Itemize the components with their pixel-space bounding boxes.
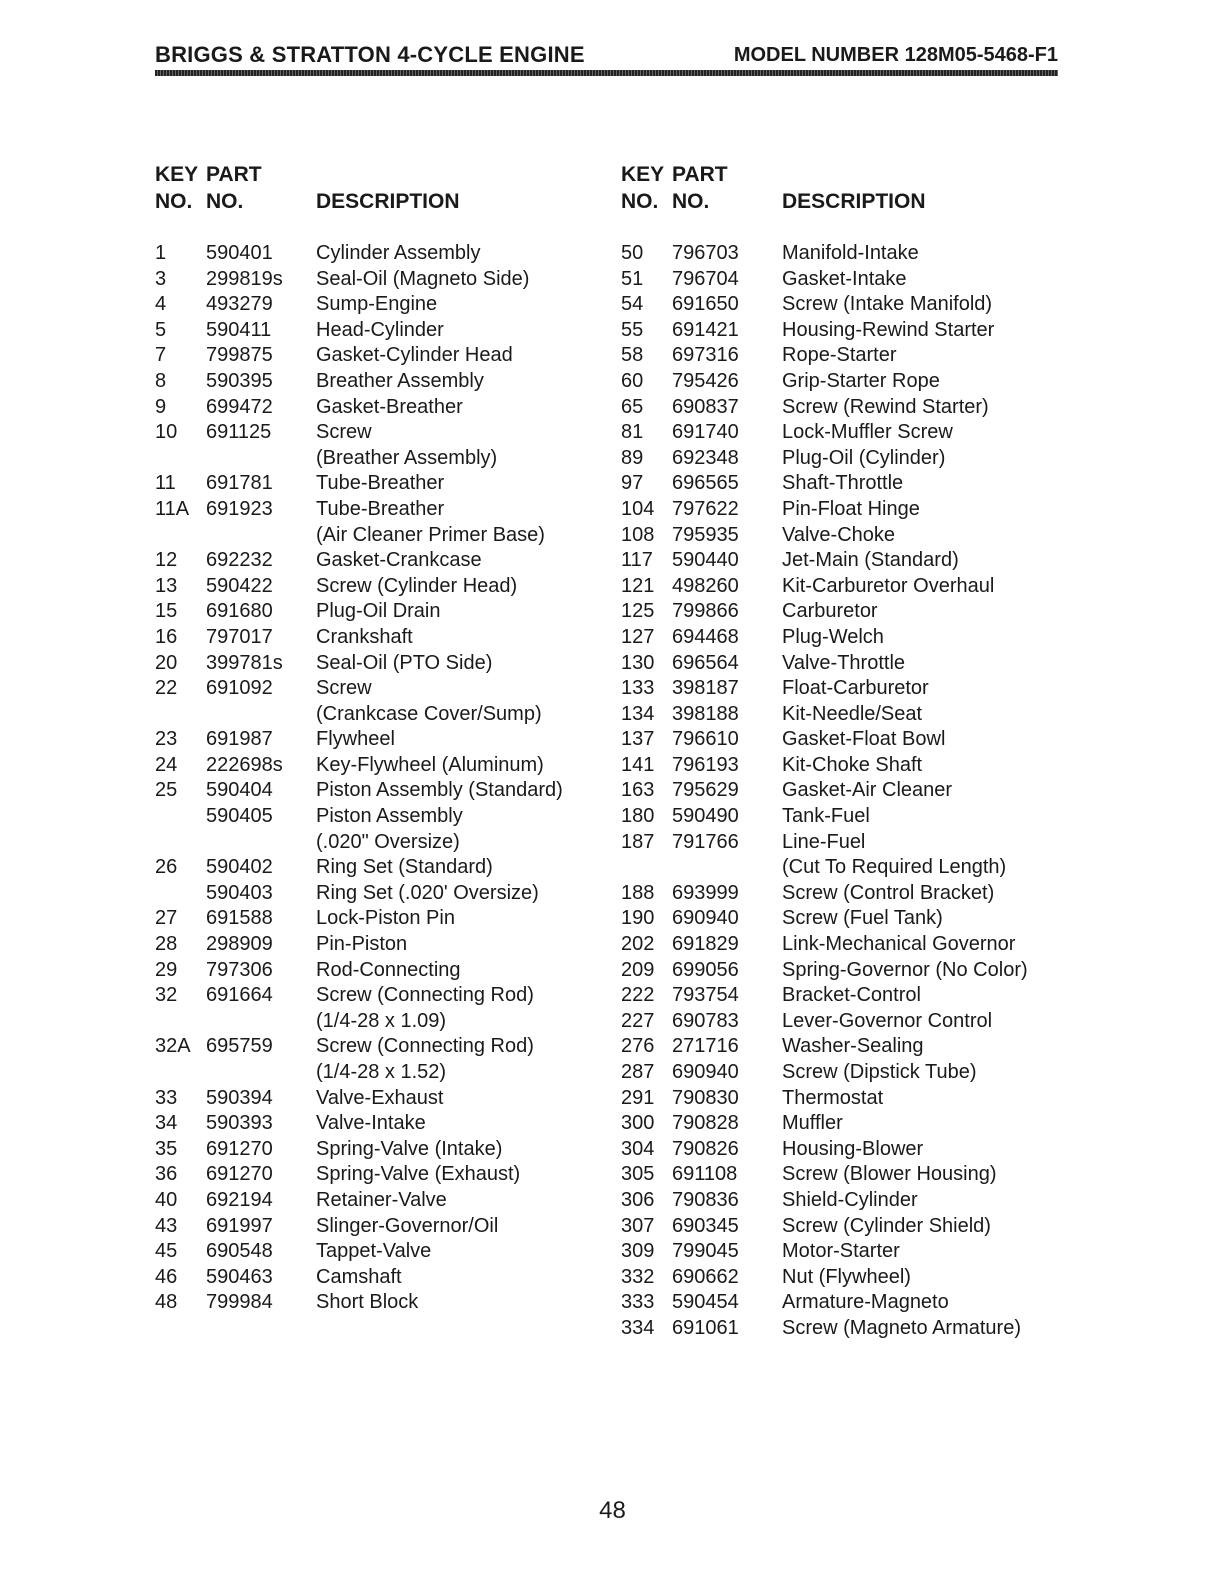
- part-number: 691987: [206, 728, 273, 751]
- part-number: 799866: [672, 600, 739, 623]
- part-description: Rod-Connecting: [316, 958, 461, 981]
- part-number: 692194: [206, 1188, 273, 1211]
- part-number: 692232: [206, 549, 273, 572]
- part-number: 691061: [672, 1316, 739, 1339]
- part-number: 690345: [672, 1214, 739, 1237]
- key-number: 51: [621, 267, 644, 290]
- part-number: 790828: [672, 1112, 739, 1135]
- part-description: (Cut To Required Length): [782, 856, 1007, 879]
- part-header-bottom: NO.: [672, 190, 710, 213]
- key-number: 276: [621, 1035, 655, 1058]
- part-description: Camshaft: [316, 1265, 402, 1288]
- key-number: 104: [621, 497, 655, 520]
- part-description: Screw (Connecting Rod): [316, 984, 534, 1007]
- part-description: Screw: [316, 677, 372, 700]
- part-description: Screw (Cylinder Shield): [782, 1214, 991, 1237]
- key-number: 25: [155, 779, 178, 802]
- part-description: (Air Cleaner Primer Base): [316, 523, 545, 546]
- part-number: 691421: [672, 318, 739, 341]
- part-description: Screw (Magneto Armature): [782, 1316, 1021, 1339]
- key-number: 130: [621, 651, 655, 674]
- key-number: 190: [621, 907, 655, 930]
- part-description: Tube-Breather: [316, 472, 445, 495]
- part-description: Kit-Needle/Seat: [782, 702, 923, 725]
- key-number: 26: [155, 856, 178, 879]
- part-description: Plug-Oil (Cylinder): [782, 446, 946, 469]
- part-number: 590404: [206, 779, 273, 802]
- key-number: 227: [621, 1009, 655, 1032]
- part-description: Flywheel: [316, 728, 395, 751]
- page-header: [155, 42, 1058, 72]
- key-number: 10: [155, 421, 178, 444]
- key-number: 28: [155, 933, 178, 956]
- part-description: Bracket-Control: [782, 984, 921, 1007]
- key-number: 48: [155, 1291, 178, 1314]
- part-number: 697316: [672, 344, 739, 367]
- part-description: Manifold-Intake: [782, 242, 919, 264]
- part-description: Head-Cylinder: [316, 318, 444, 341]
- part-description: Kit-Carburetor Overhaul: [782, 574, 995, 597]
- part-number: 799045: [672, 1240, 739, 1263]
- key-number: 306: [621, 1188, 655, 1211]
- part-description: Gasket-Intake: [782, 267, 907, 290]
- part-description: Slinger-Governor/Oil: [316, 1214, 499, 1237]
- key-number: 45: [155, 1240, 178, 1263]
- part-description: Valve-Exhaust: [316, 1086, 444, 1109]
- part-description: (Crankcase Cover/Sump): [316, 702, 542, 725]
- part-number: 691781: [206, 472, 273, 495]
- key-number: 222: [621, 984, 655, 1007]
- part-description: Gasket-Float Bowl: [782, 728, 946, 751]
- key-number: 3: [155, 267, 167, 290]
- key-number: 1: [155, 242, 167, 264]
- part-description: Screw (Dipstick Tube): [782, 1061, 977, 1083]
- key-number: 291: [621, 1086, 655, 1109]
- part-description: Armature-Magneto: [782, 1291, 949, 1314]
- part-number: 696565: [672, 472, 739, 495]
- key-number: 55: [621, 318, 644, 341]
- part-number: 691650: [672, 293, 739, 316]
- part-number: 590402: [206, 856, 273, 879]
- key-header-top: KEY: [155, 163, 199, 186]
- part-description: Screw: [316, 421, 372, 444]
- part-number: 795935: [672, 523, 739, 546]
- part-description: Valve-Throttle: [782, 651, 906, 674]
- key-number: 134: [621, 702, 655, 725]
- part-number: 691740: [672, 421, 739, 444]
- part-description: Float-Carburetor: [782, 677, 929, 700]
- key-header-bottom: NO.: [155, 190, 193, 213]
- part-number: 691108: [672, 1163, 738, 1186]
- key-number: 50: [621, 242, 644, 264]
- part-number: 796703: [672, 242, 739, 264]
- part-description: Spring-Valve (Intake): [316, 1137, 503, 1160]
- part-number: 690940: [672, 907, 739, 930]
- part-number: 590403: [206, 881, 273, 904]
- part-description: Muffler: [782, 1112, 843, 1135]
- key-number: 24: [155, 753, 178, 776]
- key-number: 304: [621, 1137, 655, 1160]
- part-description: Piston Assembly: [316, 805, 463, 828]
- part-description: Screw (Blower Housing): [782, 1163, 997, 1186]
- key-number: 305: [621, 1163, 655, 1186]
- part-description: Line-Fuel: [782, 830, 866, 853]
- key-number: 46: [155, 1265, 178, 1288]
- part-description: Kit-Choke Shaft: [782, 753, 923, 776]
- part-description: Shaft-Throttle: [782, 472, 904, 495]
- part-description: Valve-Intake: [316, 1112, 426, 1135]
- part-description: Thermostat: [782, 1086, 884, 1109]
- part-number: 694468: [672, 625, 739, 648]
- part-description: Short Block: [316, 1291, 419, 1314]
- part-header-top: PART: [206, 163, 262, 186]
- key-number: 32: [155, 984, 178, 1007]
- part-number: 399781s: [206, 651, 283, 674]
- part-number: 691270: [206, 1163, 273, 1186]
- part-number: 690940: [672, 1061, 739, 1083]
- key-number: 125: [621, 600, 655, 623]
- key-number: 58: [621, 344, 644, 367]
- key-number: 8: [155, 369, 167, 392]
- part-description: (1/4-28 x 1.09): [316, 1009, 447, 1032]
- part-description: Tappet-Valve: [316, 1240, 432, 1263]
- part-number: 795629: [672, 779, 739, 802]
- part-description: (.020" Oversize): [316, 830, 460, 853]
- key-number: 9: [155, 395, 167, 418]
- part-number: 590405: [206, 805, 273, 828]
- part-number: 797306: [206, 958, 273, 981]
- key-number: 65: [621, 395, 644, 418]
- part-description: (1/4-28 x 1.52): [316, 1061, 447, 1083]
- part-number: 299819s: [206, 267, 283, 290]
- key-number: 60: [621, 369, 644, 392]
- part-number: 590463: [206, 1265, 273, 1288]
- part-description: Piston Assembly (Standard): [316, 779, 563, 802]
- part-number: 590454: [672, 1291, 739, 1314]
- part-description: Nut (Flywheel): [782, 1265, 911, 1288]
- key-number: 188: [621, 881, 655, 904]
- key-number: 5: [155, 318, 167, 341]
- part-description: Breather Assembly: [316, 369, 484, 392]
- part-description: Tube-Breather: [316, 497, 445, 520]
- part-description: Housing-Blower: [782, 1137, 924, 1160]
- key-number: 108: [621, 523, 655, 546]
- part-number: 590440: [672, 549, 739, 572]
- part-description: Pin-Piston: [316, 933, 408, 956]
- header-rule: [155, 70, 1058, 76]
- key-number: 11A: [155, 497, 190, 520]
- part-number: 691270: [206, 1137, 273, 1160]
- key-number: 29: [155, 958, 178, 981]
- key-number: 89: [621, 446, 644, 469]
- key-number: 333: [621, 1291, 655, 1314]
- part-number: 590422: [206, 574, 273, 597]
- key-header-top: KEY: [621, 163, 665, 186]
- key-number: 22: [155, 677, 178, 700]
- key-number: 34: [155, 1112, 178, 1135]
- key-number: 40: [155, 1188, 178, 1211]
- key-number: 97: [621, 472, 644, 495]
- part-description: Valve-Choke: [782, 523, 896, 546]
- key-number: 137: [621, 728, 655, 751]
- part-header-bottom: NO.: [206, 190, 244, 213]
- part-number: 797017: [206, 625, 273, 648]
- key-number: 11: [155, 472, 176, 495]
- part-description: Grip-Starter Rope: [782, 369, 940, 392]
- part-number: 222698s: [206, 753, 283, 776]
- part-number: 590411: [206, 318, 272, 341]
- part-number: 498260: [672, 574, 739, 597]
- part-header-top: PART: [672, 163, 728, 186]
- part-description: Crankshaft: [316, 625, 413, 648]
- part-number: 795426: [672, 369, 739, 392]
- part-number: 796193: [672, 753, 739, 776]
- part-description: Gasket-Air Cleaner: [782, 779, 953, 802]
- key-number: 117: [621, 549, 653, 572]
- part-number: 691664: [206, 984, 273, 1007]
- description-header: DESCRIPTION: [782, 190, 926, 213]
- part-number: 793754: [672, 984, 739, 1007]
- key-header-bottom: NO.: [621, 190, 659, 213]
- part-description: Cylinder Assembly: [316, 242, 481, 264]
- model-number: MODEL NUMBER 128M05-5468-F1: [733, 44, 1058, 66]
- part-number: 590395: [206, 369, 273, 392]
- part-description: Lock-Muffler Screw: [782, 421, 953, 444]
- part-number: 691829: [672, 933, 739, 956]
- part-number: 590490: [672, 805, 739, 828]
- part-number: 398187: [672, 677, 739, 700]
- key-number: 16: [155, 625, 178, 648]
- part-description: Gasket-Crankcase: [316, 549, 482, 572]
- key-number: 36: [155, 1163, 178, 1186]
- part-description: Washer-Sealing: [782, 1035, 924, 1058]
- part-number: 791766: [672, 830, 739, 853]
- key-number: 27: [155, 907, 178, 930]
- part-number: 790830: [672, 1086, 739, 1109]
- key-number: 141: [621, 753, 655, 776]
- part-number: 590394: [206, 1086, 273, 1109]
- part-number: 796704: [672, 267, 739, 290]
- part-description: Retainer-Valve: [316, 1188, 447, 1211]
- part-description: Lock-Piston Pin: [316, 907, 455, 930]
- key-number: 133: [621, 677, 655, 700]
- part-number: 699056: [672, 958, 739, 981]
- part-number: 691997: [206, 1214, 273, 1237]
- key-number: 43: [155, 1214, 178, 1237]
- part-description: Rope-Starter: [782, 344, 897, 367]
- key-number: 23: [155, 728, 178, 751]
- key-number: 32A: [155, 1035, 191, 1058]
- part-description: Key-Flywheel (Aluminum): [316, 753, 544, 776]
- part-number: 691680: [206, 600, 273, 623]
- key-number: 180: [621, 805, 655, 828]
- part-description: Lever-Governor Control: [782, 1009, 993, 1032]
- part-number: 590393: [206, 1112, 273, 1135]
- part-number: 691092: [206, 677, 273, 700]
- part-description: Spring-Valve (Exhaust): [316, 1163, 521, 1186]
- part-number: 699472: [206, 395, 273, 418]
- part-number: 690662: [672, 1265, 739, 1288]
- key-number: 307: [621, 1214, 655, 1237]
- part-description: Pin-Float Hinge: [782, 497, 920, 520]
- part-description: Plug-Welch: [782, 625, 884, 648]
- part-description: Screw (Fuel Tank): [782, 907, 943, 930]
- part-number: 690837: [672, 395, 739, 418]
- key-number: 202: [621, 933, 655, 956]
- part-number: 298909: [206, 933, 273, 956]
- part-number: 799984: [206, 1291, 273, 1314]
- part-number: 796610: [672, 728, 739, 751]
- part-description: Screw (Connecting Rod): [316, 1035, 534, 1058]
- part-description: Spring-Governor (No Color): [782, 958, 1028, 981]
- part-description: Carburetor: [782, 600, 878, 623]
- description-header: DESCRIPTION: [316, 190, 460, 213]
- part-description: Seal-Oil (Magneto Side): [316, 267, 530, 290]
- key-number: 332: [621, 1265, 655, 1288]
- key-number: 81: [621, 421, 644, 444]
- part-description: (Breather Assembly): [316, 446, 498, 469]
- part-description: Link-Mechanical Governor: [782, 933, 1016, 956]
- part-description: Motor-Starter: [782, 1240, 900, 1263]
- key-number: 209: [621, 958, 655, 981]
- part-number: 790826: [672, 1137, 739, 1160]
- part-number: 696564: [672, 651, 739, 674]
- document-title: BRIGGS & STRATTON 4-CYCLE ENGINE: [155, 42, 585, 67]
- key-number: 33: [155, 1086, 178, 1109]
- part-description: Gasket-Breather: [316, 395, 463, 418]
- key-number: 127: [621, 625, 655, 648]
- part-number: 493279: [206, 293, 273, 316]
- part-description: Housing-Rewind Starter: [782, 318, 995, 341]
- part-number: 398188: [672, 702, 739, 725]
- key-number: 163: [621, 779, 655, 802]
- part-number: 271716: [672, 1035, 739, 1058]
- part-number: 691125: [206, 421, 272, 444]
- key-number: 35: [155, 1137, 178, 1160]
- part-description: Shield-Cylinder: [782, 1188, 918, 1211]
- part-description: Tank-Fuel: [782, 805, 870, 828]
- part-description: Screw (Control Bracket): [782, 881, 995, 904]
- part-description: Gasket-Cylinder Head: [316, 344, 513, 367]
- part-number: 790836: [672, 1188, 739, 1211]
- key-number: 287: [621, 1061, 655, 1083]
- page-number: 48: [599, 1497, 626, 1524]
- part-description: Screw (Rewind Starter): [782, 395, 989, 418]
- key-number: 309: [621, 1240, 655, 1263]
- part-number: 691923: [206, 497, 273, 520]
- key-number: 13: [155, 574, 178, 597]
- part-number: 690783: [672, 1009, 739, 1032]
- part-description: Ring Set (.020' Oversize): [316, 881, 539, 904]
- key-number: 4: [155, 293, 167, 316]
- part-description: Seal-Oil (PTO Side): [316, 651, 493, 674]
- key-number: 12: [155, 549, 178, 572]
- part-number: 691588: [206, 907, 273, 930]
- key-number: 15: [155, 600, 178, 623]
- part-description: Plug-Oil Drain: [316, 600, 441, 623]
- key-number: 300: [621, 1112, 655, 1135]
- part-number: 590401: [206, 242, 273, 264]
- part-description: Ring Set (Standard): [316, 856, 493, 879]
- part-description: Jet-Main (Standard): [782, 549, 959, 572]
- key-number: 187: [621, 830, 655, 853]
- part-number: 692348: [672, 446, 739, 469]
- part-number: 695759: [206, 1035, 273, 1058]
- part-number: 799875: [206, 344, 273, 367]
- key-number: 121: [621, 574, 655, 597]
- part-number: 690548: [206, 1240, 273, 1263]
- part-number: 693999: [672, 881, 739, 904]
- part-number: 797622: [672, 497, 739, 520]
- part-description: Screw (Intake Manifold): [782, 293, 993, 316]
- part-description: Screw (Cylinder Head): [316, 574, 518, 597]
- key-number: 20: [155, 651, 178, 674]
- key-number: 7: [155, 344, 167, 367]
- part-description: Sump-Engine: [316, 293, 438, 316]
- key-number: 334: [621, 1316, 655, 1339]
- key-number: 54: [621, 293, 644, 316]
